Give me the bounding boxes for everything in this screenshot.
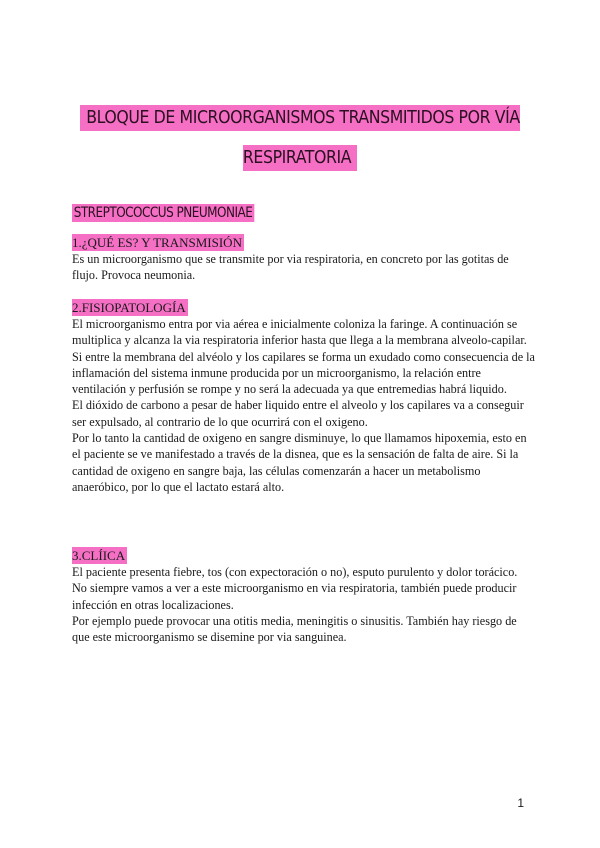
section-paragraph-clinical: El paciente presenta fiebre, tos (con expectoración o no), esputo purulento y dolor torácico. No siempre vamos a ver a este microorganismo en via respiratoria, también puede producir infección en otras localizaciones. Por ejemplo puede provocar una otitis media, meningitis o sinusitis. También hay riesgo de que este microorganismo se disemine por via sanguinea.	[72, 565, 518, 645]
section-heading-clinical: 3.CLÍICA	[72, 548, 126, 563]
document-title	[70, 98, 530, 178]
document-subtitle-text: STREPTOCOCCUS PNEUMONIAE	[73, 205, 253, 221]
page-number: 1	[517, 796, 524, 810]
section-paragraph-transmission: Es un microorganismo que se transmite por via respiratoria, en concreto por las gotitas de flujo. Provoca neumonia.	[72, 252, 509, 283]
document-title-text: BLOQUE DE MICROORGANISMOS TRANSMITIDOS POR VÍA RESPIRATORIA	[80, 105, 519, 171]
section-heading-physiopathology: 2.FISIOPATOLOGÍA	[72, 300, 186, 315]
section-paragraph-physiopathology: El microorganismo entra por via aérea e inicialmente coloniza la faringe. A continuación se multiplica y alcanza la via respiratoria inferior hasta que llega a la membrana alveolo-capilar. Si entre la membrana del alvéolo y los capilares se forma un exudado como consecuencia de la inflamación del sistema inmune producida por un microorganismo, la relación entre ventilación y perfusión se rompe y no será la adecuada ya que entremedias habrá liquido. El dióxido de carbono a pesar de haber liquido entre el alveolo y los capilares va a conseguir ser expulsado, al contrario de lo que ocurrirá con el oxigeno. Por lo tanto la cantidad de oxigeno en sangre disminuye, lo que llamamos hipoxemia, esto en el paciente se ve manifestado a través de la disnea, que es la sensación de falta de aire. Si la cantidad de oxigeno en sangre baja, las células comenzarán a hacer un metabolismo anaeróbico, por lo que el lactato estará alto.	[72, 317, 535, 494]
document-subtitle	[72, 205, 254, 221]
section-heading-transmission: 1.¿QUÉ ES? Y TRANSMISIÓN	[72, 235, 242, 250]
